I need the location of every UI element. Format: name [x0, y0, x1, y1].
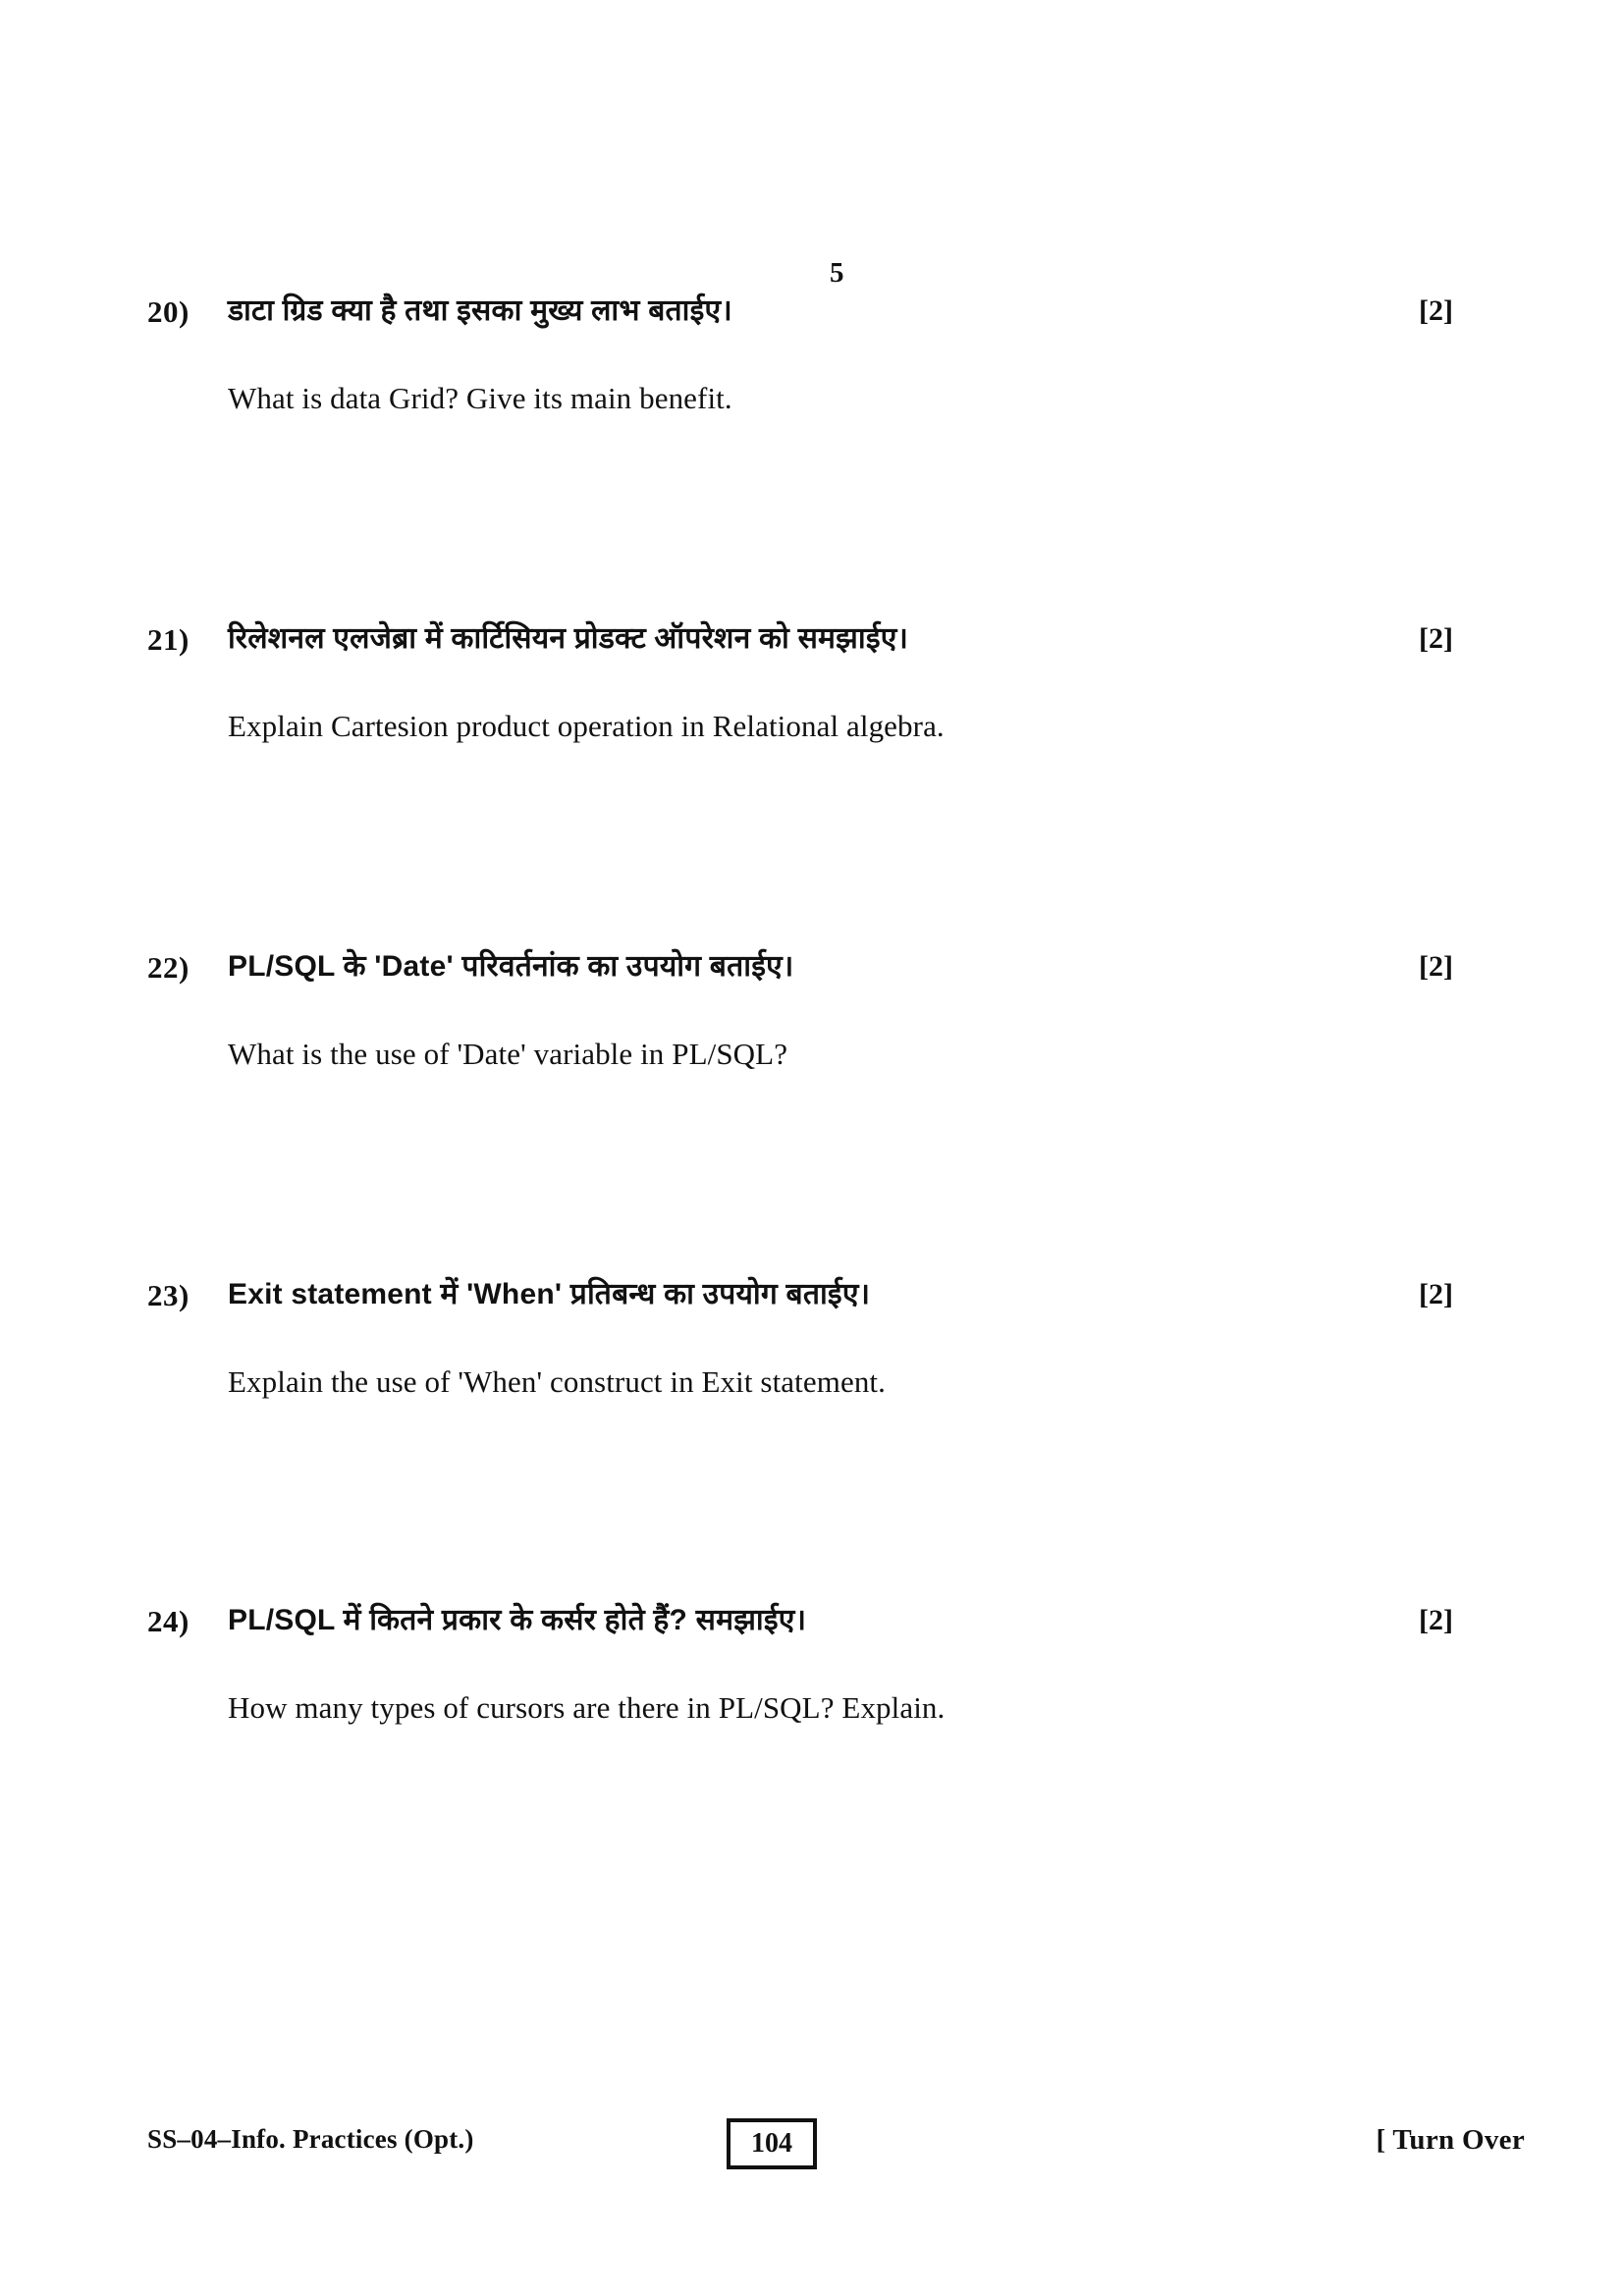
footer-center-number-box — [727, 2118, 817, 2169]
question-block-20 — [147, 294, 1502, 415]
question-block-23 — [147, 1278, 1502, 1399]
question-number: 24) — [147, 1604, 189, 1638]
question-marks: [2] — [1419, 1278, 1453, 1310]
question-block-22 — [147, 950, 1502, 1071]
question-text-hindi: PL/SQL में कितने प्रकार के कर्सर होते हैं? समझाईए। — [228, 1604, 807, 1636]
question-marks: [2] — [1419, 622, 1453, 655]
question-block-24 — [147, 1604, 1502, 1725]
question-text-english: What is data Grid? Give its main benefit. — [228, 381, 732, 415]
question-text-english: Explain Cartesion product operation in Relational algebra. — [228, 709, 945, 743]
page-footer — [147, 2118, 1525, 2177]
question-row-hindi — [147, 622, 1502, 677]
footer-paper-code: SS–04–Info. Practices (Opt.) — [147, 2124, 474, 2154]
page-number: 5 — [830, 257, 844, 289]
question-text-hindi: रिलेशनल एलजेब्रा में कार्टिसियन प्रोडक्ट ऑपरेशन को समझाईए। — [228, 622, 909, 655]
question-text-english: How many types of cursors are there in PL/SQL? Explain. — [228, 1690, 946, 1725]
question-block-21 — [147, 622, 1502, 743]
question-row-hindi — [147, 1604, 1502, 1659]
question-number: 20) — [147, 294, 189, 329]
question-text-hindi: Exit statement में 'When' प्रतिबन्ध का उपयोग बताईए। — [228, 1278, 871, 1310]
footer-turn-over: [ Turn Over — [1376, 2124, 1525, 2156]
question-marks: [2] — [1419, 1604, 1453, 1636]
question-text-hindi: डाटा ग्रिड क्या है तथा इसका मुख्य लाभ बताईए। — [228, 294, 732, 327]
question-number: 21) — [147, 622, 189, 657]
question-row-hindi — [147, 294, 1502, 349]
footer-center-number: 104 — [751, 2128, 792, 2159]
question-number: 22) — [147, 950, 189, 985]
question-marks: [2] — [1419, 950, 1453, 983]
question-marks: [2] — [1419, 294, 1453, 327]
question-number: 23) — [147, 1278, 189, 1312]
question-text-english: Explain the use of 'When' construct in Exit statement. — [228, 1364, 886, 1399]
question-text-hindi: PL/SQL के 'Date' परिवर्तनांक का उपयोग बताईए। — [228, 950, 794, 983]
question-row-hindi — [147, 950, 1502, 1005]
question-row-hindi — [147, 1278, 1502, 1333]
question-text-english: What is the use of 'Date' variable in PL/SQL? — [228, 1037, 788, 1071]
